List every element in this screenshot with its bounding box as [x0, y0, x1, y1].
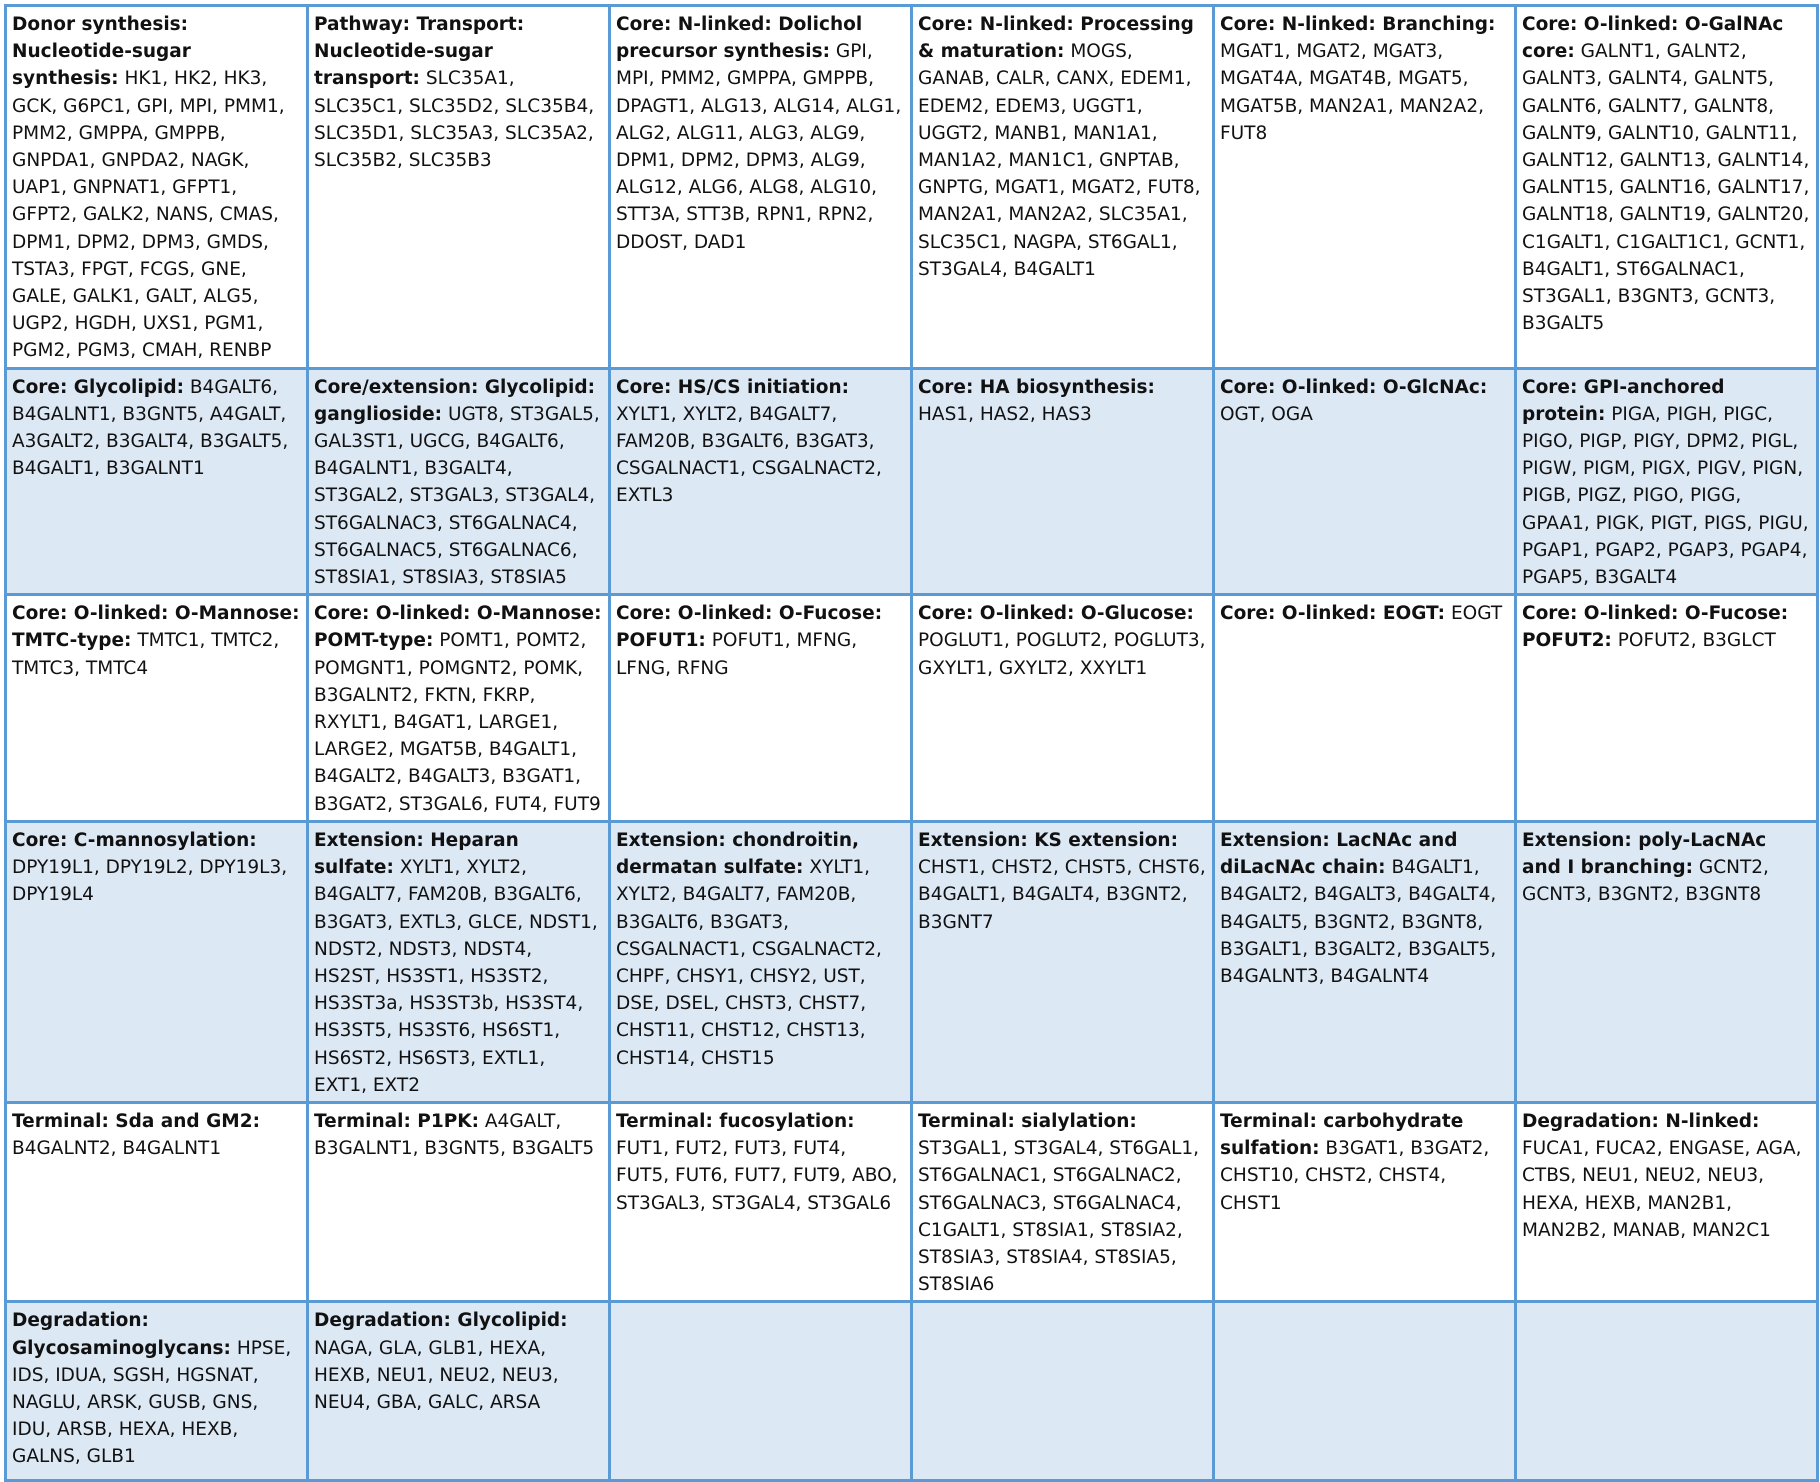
- empty-cell: [912, 1302, 1214, 1481]
- table-cell: [308, 1302, 610, 1481]
- cell-genes: POFUT1, MFNG, LFNG, RFNG: [616, 630, 858, 679]
- empty-cell: [610, 1302, 912, 1481]
- table-cell: [1516, 6, 1818, 369]
- cell-genes: SLC35A1, SLC35C1, SLC35D2, SLC35B4, SLC35D1, SLC35A3, SLC35A2, SLC35B2, SLC35B3: [314, 68, 595, 172]
- cell-title: Extension: LacNAc and diLacNAc chain:: [1220, 829, 1458, 879]
- cell-title: Terminal: Sda and GM2:: [12, 1110, 260, 1132]
- table-cell: [610, 821, 912, 1102]
- cell-genes: XYLT1, XYLT2, B4GALT7, FAM20B, B3GALT6, B3GAT3, CSGALNACT1, CSGALNACT2, CHPF, CHSY1, CHSY2, UST, DSE, DSEL, CHST3, CHST7, CHST11, CHST12, CHST13, CHST14, CHST15: [616, 857, 882, 1069]
- cell-title: Core: C-mannosylation:: [12, 829, 257, 851]
- cell-title: Core: Glycolipid:: [12, 376, 184, 398]
- table-cell: [308, 6, 610, 369]
- cell-genes: POFUT2, B3GLCT: [1617, 630, 1776, 652]
- cell-genes: HPSE, IDS, IDUA, SGSH, HGSNAT, NAGLU, ARSK, GUSB, GNS, IDU, ARSB, HEXA, HEXB, GALNS, GLB1: [12, 1337, 292, 1468]
- cell-genes: GALNT1, GALNT2, GALNT3, GALNT4, GALNT5, GALNT6, GALNT7, GALNT8, GALNT9, GALNT10, GALNT11, GALNT12, GALNT13, GALNT14, GALNT15, GALNT16, GALNT17, GALNT18, GALNT19, GALNT20, C1GALT1, C1GALT1C1, GCNT1, B4GALT1, ST6GALNAC1, ST3GAL1, B3GNT3, GCNT3, B3GALT5: [1522, 41, 1810, 335]
- cell-genes: DPY19L1, DPY19L2, DPY19L3, DPY19L4: [12, 857, 288, 906]
- cell-genes: OGT, OGA: [1220, 403, 1313, 425]
- table-cell: [610, 6, 912, 369]
- table-row: [6, 6, 1818, 369]
- table-cell: [1516, 821, 1818, 1102]
- cell-genes: ST3GAL1, ST3GAL4, ST6GAL1, ST6GALNAC1, ST6GALNAC2, ST6GALNAC3, ST6GALNAC4, C1GALT1, ST8SIA1, ST8SIA2, ST8SIA3, ST8SIA4, ST8SIA5, ST8SIA6: [918, 1138, 1200, 1296]
- cell-genes: XYLT1, XYLT2, B4GALT7, FAM20B, B3GALT6, B3GAT3, EXTL3, GLCE, NDST1, NDST2, NDST3, NDST4, HS2ST, HS3ST1, HS3ST2, HS3ST3a, HS3ST3b, HS3ST4, HS3ST5, HS3ST6, HS6ST1, HS6ST2, HS6ST3, EXTL1, EXT1, EXT2: [314, 857, 598, 1096]
- cell-title: Terminal: P1PK:: [314, 1110, 480, 1132]
- table-cell: [912, 1102, 1214, 1301]
- cell-title: Core: O-linked: O-Mannose: TMTC-type:: [12, 603, 300, 652]
- cell-genes: B3GAT1, B3GAT2, CHST10, CHST2, CHST4, CHST1: [1220, 1138, 1490, 1214]
- cell-title: Core: N-linked: Dolichol precursor synthesis:: [616, 14, 863, 63]
- cell-genes: FUCA1, FUCA2, ENGASE, AGA, CTBS, NEU1, NEU2, NEU3, HEXA, HEXB, MAN2B1, MAN2B2, MANAB, MAN2C1: [1522, 1138, 1802, 1241]
- table-cell: [308, 1102, 610, 1301]
- cell-title: Extension: chondroitin, dermatan sulfate:: [616, 829, 860, 879]
- cell-title: Core: O-linked: O-GlcNAc:: [1220, 376, 1488, 398]
- empty-cell: [1516, 1302, 1818, 1481]
- table-cell: [308, 821, 610, 1102]
- cell-genes: B4GALNT2, B4GALNT1: [12, 1138, 222, 1160]
- cell-title: Core: N-linked: Processing & maturation:: [918, 14, 1194, 63]
- cell-title: Core/extension: Glycolipid: ganglioside:: [314, 376, 595, 425]
- cell-title: Core: O-linked: O-Fucose: POFUT1:: [616, 603, 883, 652]
- table-cell: [1214, 821, 1516, 1102]
- cell-genes: B4GALT6, B4GALNT1, B3GNT5, A4GALT, A3GALT2, B3GALT4, B3GALT5, B4GALT1, B3GALNT1: [12, 376, 289, 480]
- cell-title: Core: O-linked: O-Fucose: POFUT2:: [1522, 603, 1789, 652]
- table-cell: [308, 368, 610, 595]
- cell-title: Core: HA biosynthesis:: [918, 376, 1155, 398]
- table-cell: [6, 6, 308, 369]
- cell-genes: TMTC1, TMTC2, TMTC3, TMTC4: [12, 630, 280, 679]
- empty-cell: [1214, 1302, 1516, 1481]
- cell-genes: XYLT1, XYLT2, B4GALT7, FAM20B, B3GALT6, B3GAT3, CSGALNACT1, CSGALNACT2, EXTL3: [616, 403, 882, 507]
- cell-genes: MGAT1, MGAT2, MGAT3, MGAT4A, MGAT4B, MGAT5, MGAT5B, MAN2A1, MAN2A2, FUT8: [1220, 41, 1484, 144]
- cell-title: Core: O-linked: O-Mannose: POMT-type:: [314, 603, 602, 652]
- table-cell: [610, 595, 912, 822]
- cell-title: Core: GPI-anchored protein:: [1522, 376, 1725, 425]
- table-cell: [912, 595, 1214, 822]
- cell-title: Core: O-linked: EOGT:: [1220, 603, 1446, 625]
- cell-title: Core: N-linked: Branching:: [1220, 14, 1496, 35]
- cell-title: Extension: KS extension:: [918, 829, 1178, 851]
- table-row: [6, 595, 1818, 822]
- table-cell: [308, 595, 610, 822]
- cell-genes: POMT1, POMT2, POMGNT1, POMGNT2, POMK, B3GALNT2, FKTN, FKRP, RXYLT1, B4GAT1, LARGE1, LARGE2, MGAT5B, B4GALT1, B4GALT2, B4GALT3, B3GAT1, B3GAT2, ST3GAL6, FUT4, FUT9: [314, 630, 601, 815]
- cell-title: Degradation: Glycolipid:: [314, 1310, 568, 1332]
- table-cell: [610, 368, 912, 595]
- cell-genes: HK1, HK2, HK3, GCK, G6PC1, GPI, MPI, PMM1, PMM2, GMPPA, GMPPB, GNPDA1, GNPDA2, NAGK, UAP1, GNPNAT1, GFPT1, GFPT2, GALK2, NANS, CMAS, DPM1, DPM2, DPM3, GMDS, TSTA3, FPGT, FCGS, GNE, GALE, GALK1, GALT, ALG5, UGP2, HGDH, UXS1, PGM1, PGM2, PGM3, CMAH, RENBP: [12, 68, 285, 362]
- table-cell: [6, 595, 308, 822]
- cell-genes: GPI, MPI, PMM2, GMPPA, GMPPB, DPAGT1, ALG13, ALG14, ALG1, ALG2, ALG11, ALG3, ALG9, DPM1, DPM2, DPM3, ALG9, ALG12, ALG6, ALG8, ALG10, STT3A, STT3B, RPN1, RPN2, DDOST, DAD1: [616, 41, 902, 253]
- table-cell: [1516, 595, 1818, 822]
- table-cell: [1214, 595, 1516, 822]
- cell-title: Terminal: fucosylation:: [616, 1110, 855, 1132]
- table-cell: [6, 1302, 308, 1481]
- cell-title: Extension: poly-LacNAc and I branching:: [1522, 829, 1767, 879]
- cell-genes: A4GALT, B3GALNT1, B3GNT5, B3GALT5: [314, 1110, 595, 1160]
- cell-title: Pathway: Transport: Nucleotide-sugar transport:: [314, 14, 525, 90]
- table-row: [6, 1102, 1818, 1301]
- cell-genes: PIGA, PIGH, PIGC, PIGO, PIGP, PIGY, DPM2, PIGL, PIGW, PIGM, PIGX, PIGV, PIGN, PIGB, PIGZ, PIGO, PIGG, GPAA1, PIGK, PIGT, PIGS, PIGU, PGAP1, PGAP2, PGAP3, PGAP4, PGAP5, B3GALT4: [1522, 403, 1809, 589]
- table-cell: [1516, 368, 1818, 595]
- table-cell: [912, 6, 1214, 369]
- cell-title: Donor synthesis: Nucleotide-sugar synthesis:: [12, 14, 191, 90]
- table-row: [6, 1302, 1818, 1481]
- table-row: [6, 368, 1818, 595]
- table-row: [6, 821, 1818, 1102]
- table-cell: [1214, 6, 1516, 369]
- cell-genes: B4GALT1, B4GALT2, B4GALT3, B4GALT4, B4GALT5, B3GNT2, B3GNT8, B3GALT1, B3GALT2, B3GALT5, B4GALNT3, B4GALNT4: [1220, 857, 1497, 987]
- cell-title: Degradation: Glycosaminoglycans:: [12, 1310, 231, 1359]
- cell-title: Terminal: carbohydrate sulfation:: [1220, 1110, 1464, 1160]
- cell-title: Core: O-linked: O-Glucose:: [918, 603, 1194, 625]
- cell-title: Core: HS/CS initiation:: [616, 376, 850, 398]
- table-cell: [6, 821, 308, 1102]
- cell-genes: EOGT: [1450, 603, 1503, 625]
- table-cell: [6, 368, 308, 595]
- cell-title: Core: O-linked: O-GalNAc core:: [1522, 14, 1784, 63]
- cell-genes: NAGA, GLA, GLB1, HEXA, HEXB, NEU1, NEU2, NEU3, NEU4, GBA, GALC, ARSA: [314, 1337, 559, 1413]
- table-cell: [1214, 1102, 1516, 1301]
- table-cell: [1516, 1102, 1818, 1301]
- cell-genes: FUT1, FUT2, FUT3, FUT4, FUT5, FUT6, FUT7, FUT9, ABO, ST3GAL3, ST3GAL4, ST3GAL6: [616, 1138, 898, 1214]
- cell-title: Degradation: N-linked:: [1522, 1110, 1760, 1132]
- table-cell: [912, 368, 1214, 595]
- cell-genes: GCNT2, GCNT3, B3GNT2, B3GNT8: [1522, 857, 1769, 906]
- cell-title: Extension: Heparan sulfate:: [314, 829, 519, 879]
- cell-genes: POGLUT1, POGLUT2, POGLUT3, GXYLT1, GXYLT2, XXYLT1: [918, 630, 1206, 679]
- cell-title: Terminal: sialylation:: [918, 1110, 1137, 1132]
- table-cell: [6, 1102, 308, 1301]
- cell-genes: HAS1, HAS2, HAS3: [918, 403, 1092, 425]
- table-cell: [912, 821, 1214, 1102]
- cell-genes: CHST1, CHST2, CHST5, CHST6, B4GALT1, B4GALT4, B3GNT2, B3GNT7: [918, 857, 1206, 933]
- cell-genes: UGT8, ST3GAL5, GAL3ST1, UGCG, B4GALT6, B4GALNT1, B3GALT4, ST3GAL2, ST3GAL3, ST3GAL4, ST6GALNAC3, ST6GALNAC4, ST6GALNAC5, ST6GALNAC6, ST8SIA1, ST8SIA3, ST8SIA5: [314, 403, 600, 589]
- table-cell: [610, 1102, 912, 1301]
- cell-genes: MOGS, GANAB, CALR, CANX, EDEM1, EDEM2, EDEM3, UGGT1, UGGT2, MANB1, MAN1A1, MAN1A2, MAN1C1, GNPTAB, GNPTG, MGAT1, MGAT2, FUT8, MAN2A1, MAN2A2, SLC35A1, SLC35C1, NAGPA, ST6GAL1, ST3GAL4, B4GALT1: [918, 41, 1201, 280]
- glycosylation-gene-table: [4, 4, 1819, 1482]
- table-cell: [1214, 368, 1516, 595]
